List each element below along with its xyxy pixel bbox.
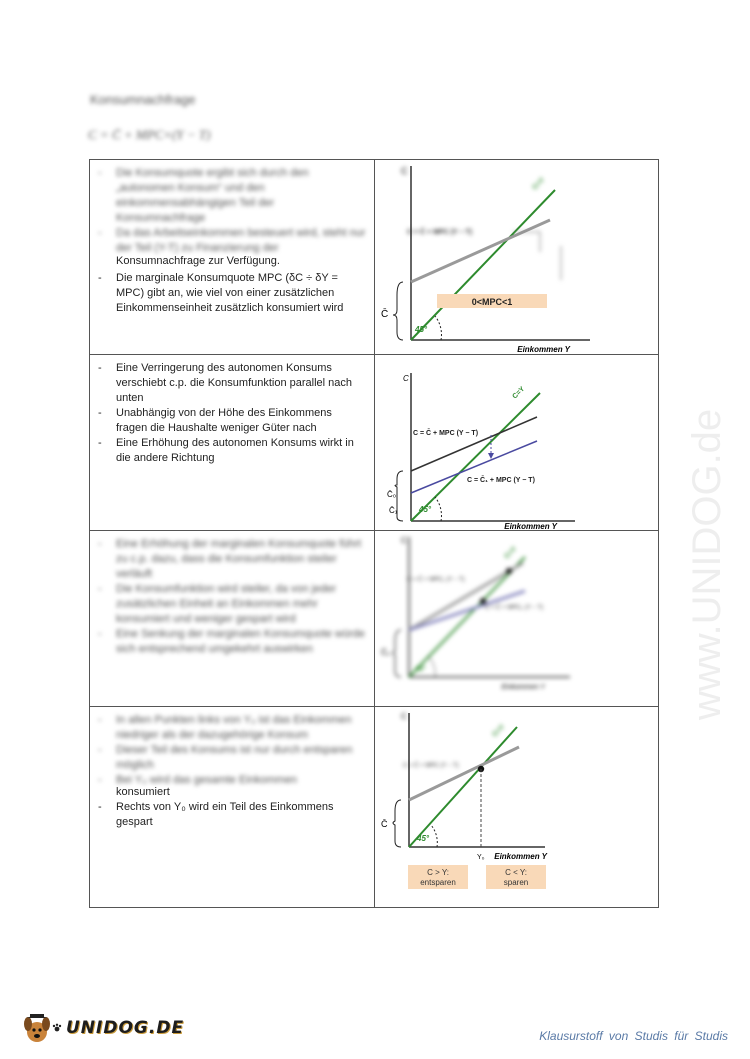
line-label: C = C̄ + MPC (Y − T) bbox=[403, 763, 459, 769]
list-item: - Dieser Teil des Konsums ist nur durch entsparen möglich bbox=[116, 743, 366, 773]
bullet-list bbox=[90, 800, 374, 830]
bullet-list bbox=[90, 160, 374, 256]
angle-label: 45° bbox=[415, 666, 426, 673]
text-cell bbox=[90, 160, 375, 354]
y-axis-label: C bbox=[401, 166, 408, 176]
list-item: - Eine Erhöhung der marginalen Konsumquote führt zu c.p. dazu, dass die Konsumfunktion steiler verläuft bbox=[116, 537, 366, 582]
consumption-function-chart bbox=[375, 160, 658, 355]
line-label-1: C = C̄ + MPC₀ (Y − T) bbox=[485, 605, 544, 611]
angle-arc bbox=[429, 657, 435, 677]
line-label-0: C = C̄ + MPC (Y − T) bbox=[413, 430, 479, 437]
footer-logo bbox=[22, 1012, 184, 1044]
list-item-text: Da das Arbeitseinkommen besteuert wird, steht nur der Teil (Y-T) zu Finanzierung der bbox=[116, 227, 366, 254]
diagonal-label: C=Y bbox=[511, 385, 527, 401]
intersection-point-1 bbox=[506, 568, 512, 574]
chart-cell bbox=[375, 160, 658, 354]
diagonal-line bbox=[411, 190, 555, 340]
table-row bbox=[90, 160, 658, 355]
y-axis-label: C bbox=[401, 712, 407, 721]
intercept-label-0: C̄₀ bbox=[387, 490, 397, 499]
watermark bbox=[685, 280, 730, 720]
angle-arc bbox=[435, 316, 441, 340]
mpc-box-label: 0<MPC<1 bbox=[471, 297, 513, 307]
diagonal-line bbox=[411, 393, 540, 521]
y0-label: Y₀ bbox=[477, 854, 485, 861]
x-axis-label: Einkommen Y bbox=[504, 522, 557, 531]
consumption-formula: C = C̄ + MPC×(Y − T) bbox=[88, 127, 211, 142]
diagonal-line bbox=[409, 727, 517, 847]
page-title: Konsumnachfrage bbox=[90, 92, 196, 107]
list-item-tail: konsumiert bbox=[116, 786, 170, 798]
angle-label: 45° bbox=[419, 505, 432, 514]
text-cell bbox=[90, 707, 375, 907]
consumption-line-0 bbox=[411, 417, 537, 471]
angle-arc bbox=[431, 825, 437, 847]
paw-icon bbox=[52, 1023, 62, 1033]
footer-tagline: Klausurstoff von Studis für Studis bbox=[539, 1029, 728, 1043]
list-item: - Eine Verringerung des autonomen Konsums verschiebt c.p. die Konsumfunktion parallel nach unten bbox=[116, 361, 366, 406]
list-item-tail: Konsumnachfrage zur Verfügung. bbox=[116, 255, 280, 267]
chart-cell bbox=[375, 355, 658, 530]
intercept-label-1: C̄₁ bbox=[389, 506, 398, 515]
bullet-list bbox=[90, 355, 374, 466]
diagonal-label: C=Y bbox=[503, 545, 519, 561]
intersection-point-2 bbox=[480, 598, 486, 604]
y-axis-label: C bbox=[401, 536, 407, 545]
chart-cell bbox=[375, 531, 658, 706]
intercept-label: C̄ bbox=[381, 309, 389, 320]
content-table bbox=[89, 159, 659, 908]
dissaving-box-line1: C > Y: bbox=[427, 868, 449, 877]
intercept-brace bbox=[393, 630, 401, 677]
diagonal-label: C=Y bbox=[531, 176, 547, 192]
saving-box-line2: sparen bbox=[503, 878, 529, 887]
autonomous-consumption-shift-chart bbox=[375, 355, 658, 531]
table-row bbox=[90, 707, 658, 907]
list-item: - Die Konsumfunktion wird steiler, da von jeder zusätzlichen Einheit an Einkommen mehr konsumiert und weniger gespart wird bbox=[116, 582, 366, 627]
angle-label: 45° bbox=[415, 325, 428, 334]
list-item: - Bei Y₀ wird das gesamte Einkommen bbox=[116, 773, 366, 788]
table-row bbox=[90, 531, 658, 707]
dog-mascot-icon bbox=[22, 1012, 52, 1044]
line-label-0: C = C̄ + MPC₁ (Y − T) bbox=[407, 577, 465, 583]
y-axis-label: C bbox=[403, 374, 409, 383]
intercept-brace bbox=[393, 282, 403, 340]
consumption-line bbox=[409, 747, 519, 800]
line-label: C = C̄ + MPC (Y − T) bbox=[407, 229, 473, 236]
logo-text: UNIDOG.DE bbox=[66, 1018, 185, 1038]
diagonal-line bbox=[409, 557, 525, 677]
watermark-text: www.UNIDOG.de bbox=[685, 408, 729, 720]
list-item: - Eine Erhöhung des autonomen Konsums wirkt in die andere Richtung bbox=[116, 436, 366, 466]
saving-box-line1: C < Y: bbox=[505, 868, 527, 877]
list-item: - Eine Senkung der marginalen Konsumquote würde sich entsprechend umgekehrt auswirken bbox=[116, 627, 366, 657]
list-item: - In allen Punkten links von Y₀ ist das Einkommen niedriger als der dazugehörige Konsum bbox=[116, 713, 366, 743]
table-row bbox=[90, 355, 658, 531]
list-item bbox=[116, 226, 366, 256]
x-axis-label: Einkommen Y bbox=[501, 684, 545, 691]
saving-dissaving-chart bbox=[375, 707, 658, 907]
intercept-label: C̄ bbox=[381, 819, 388, 829]
angle-arc bbox=[435, 497, 441, 521]
mpc-change-chart bbox=[375, 531, 658, 707]
list-item: - Rechts von Y₀ wird ein Teil des Einkommens gespart bbox=[116, 800, 366, 830]
text-cell bbox=[90, 531, 375, 706]
bullet-list bbox=[90, 269, 374, 316]
intercept-label: C̄₀ bbox=[381, 648, 391, 657]
bullet-list bbox=[90, 707, 374, 788]
list-item: - Unabhängig von der Höhe des Einkommens fragen die Haushalte weniger Güter nach bbox=[116, 406, 366, 436]
dissaving-box-line2: entsparen bbox=[420, 878, 456, 887]
angle-label: 45° bbox=[417, 834, 430, 843]
list-item: - Die marginale Konsumquote MPC (δC ÷ δY = MPC) gibt an, wie viel von einer zusätzlichen Einkommenseinheit zusätzlich konsumiert wird bbox=[116, 271, 366, 316]
bullet-list bbox=[90, 531, 374, 657]
list-item: - Die Konsumquote ergibt sich durch den „autonomen Konsum“ und den einkommensabhängigen Teil der Konsumnachfrage bbox=[116, 166, 366, 226]
consumption-line-1 bbox=[411, 441, 537, 493]
chart-cell bbox=[375, 707, 658, 907]
x-axis-label: Einkommen Y bbox=[494, 852, 547, 861]
x-axis-label: Einkommen Y bbox=[517, 345, 570, 354]
shift-arrowhead bbox=[488, 453, 494, 459]
line-label-1: C = C̄₁ + MPC (Y − T) bbox=[467, 477, 535, 484]
intercept-brace bbox=[393, 800, 401, 847]
text-cell bbox=[90, 355, 375, 530]
diagonal-label: C=Y bbox=[491, 723, 507, 739]
